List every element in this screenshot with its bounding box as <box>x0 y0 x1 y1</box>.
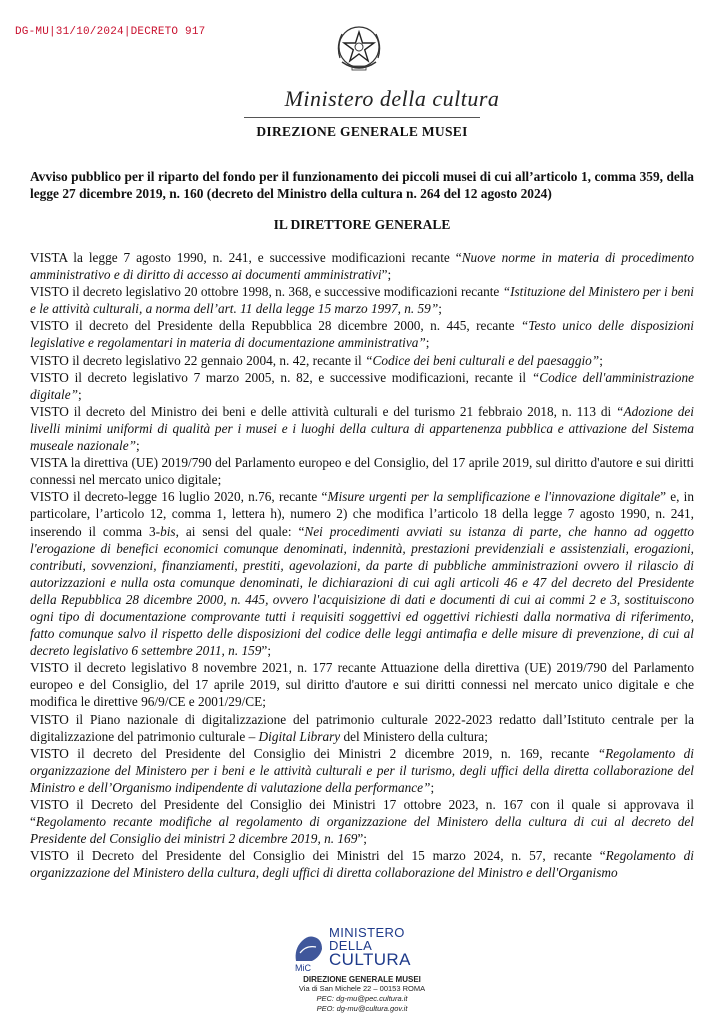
decree-paragraph <box>30 745 694 796</box>
italian-republic-emblem-icon <box>330 18 388 80</box>
header-divider <box>244 117 480 118</box>
decree-paragraph <box>30 488 694 659</box>
paragraph-text: ”; <box>381 267 392 283</box>
italic-citation: “Codice dell'amministrazione digitale” <box>30 369 694 402</box>
paragraph-text: ; <box>599 352 603 368</box>
italic-citation: Digital Library <box>258 728 341 744</box>
decree-paragraph <box>30 796 694 847</box>
paragraph-text: VISTO il decreto del Presidente della Repubblica 28 dicembre 2000, n. 445, recante <box>30 318 521 334</box>
decree-body <box>30 249 694 881</box>
paragraph-text: ; <box>78 386 82 402</box>
mic-logo-text: MiC <box>295 963 311 973</box>
italic-citation: Nei procedimenti avviati su istanza di parte, che hanno ad oggetto l'erogazione di benefici economici comunque denominati, indennità, prestazioni previdenziali e assistenziali, erogazioni, contributi, sovvenzioni, finanziamenti, prestiti, agevolazioni, da parte di pubbliche amministrazioni ovvero il rilascio di autorizzazioni e nulla osta comunque denominati, le dichiarazioni di cui agli articoli 46 e 47 del decreto del Presidente della Repubblica 28 dicembre 2000, n. 445, ovvero l'acquisizione di dati e documenti di cui ai commi 2 e 3, sostituiscono ogni tipo di documentazione comprovante tutti i requisiti soggettivi ed oggettivi richiesti dalla normativa di riferimento, fatto comunque salvo il rispetto delle disposizioni del codice delle leggi antimafia e delle misure di prevenzione, di cui al decreto legislativo 6 settembre 2011, n. 159 <box>30 523 694 659</box>
paragraph-text: ; <box>425 335 430 351</box>
paragraph-text: ” e, in particolare, l’articolo 12, comma 1, lettera h), numero 2) che modifica l’articolo 18 della legge 7 agosto 1990, n. 241, inserendo il comma 3- <box>30 489 694 539</box>
italic-citation: Nuove norme in materia di procedimento amministrativo e di diritto di accesso ai documenti amministrativi <box>30 250 694 283</box>
decree-paragraph <box>30 847 694 881</box>
footer-logo-name <box>329 926 411 968</box>
italic-citation: “Codice dei beni culturali e del paesaggio” <box>365 352 600 368</box>
paragraph-text: , ai sensi del quale: “ <box>175 523 305 539</box>
paragraph-text: VISTO il decreto legislativo 7 marzo 2005, n. 82, e successive modificazioni, recante il <box>30 369 532 385</box>
paragraph-text: del Ministero della cultura; <box>340 728 488 744</box>
decree-paragraph <box>30 454 694 488</box>
footer-logo <box>287 924 437 976</box>
italic-citation: “Testo unico delle disposizioni legislative e regolamentari in materia di documentazione amministrativa” <box>30 318 694 351</box>
italic-citation: Regolamento di organizzazione del Ministero della cultura, degli uffici di diretta collaborazione del Ministro e dell'Organismo <box>30 848 694 881</box>
footer-logo-line2: DELLA <box>329 938 373 953</box>
footer-peo: PEO: dg-mu@cultura.gov.it <box>316 1004 408 1013</box>
italic-citation: Regolamento recante modifiche al regolamento di organizzazione del Ministero della cultura di cui al decreto del Presidente del Consiglio dei ministri 2 dicembre 2019, n. 169 <box>30 814 694 847</box>
paragraph-text: ; <box>438 301 442 317</box>
decree-paragraph <box>30 711 694 745</box>
paragraph-text: VISTO il Piano nazionale di digitalizzazione del patrimonio culturale 2022-2023 redatto dall’Istituto centrale per la digitalizzazione del patrimonio culturale – <box>30 711 694 744</box>
footer-direzione: DIREZIONE GENERALE MUSEI <box>303 975 421 984</box>
decree-paragraph <box>30 317 694 351</box>
paragraph-text: ”; <box>261 643 272 659</box>
ministry-name: Ministero della cultura <box>284 86 500 111</box>
paragraph-text: VISTO il Decreto del Presidente del Consiglio dei Ministri 17 ottobre 2023, n. 167 con il quale si approvava il “ <box>30 797 694 830</box>
paragraph-text: VISTO il decreto del Presidente del Consiglio dei Ministri 2 dicembre 2019, n. 169, recante <box>30 745 598 761</box>
paragraph-text: VISTO il decreto del Ministro dei beni e delle attività culturali e del turismo 21 febbraio 2018, n. 113 di <box>30 403 617 419</box>
footer-logo-line1: MINISTERO <box>329 925 405 940</box>
italic-citation: “Regolamento di organizzazione del Ministero per i beni e le attività culturali e per il turismo, degli uffici della diretta collaborazione del Ministro e dell’Organismo indipendente di valutazione della performance” <box>30 745 694 795</box>
footer-logo-line3: CULTURA <box>329 950 411 969</box>
decree-paragraph <box>30 369 694 403</box>
footer <box>0 924 724 1014</box>
paragraph-text: VISTO il decreto legislativo 22 gennaio 2004, n. 42, recante il <box>30 352 366 368</box>
italic-citation: bis <box>160 523 176 539</box>
decree-title: IL DIRETTORE GENERALE <box>273 217 451 232</box>
notice-title: Avviso pubblico per il riparto del fondo per il funzionamento dei piccoli musei di cui all’articolo 1, comma 359, della legge 27 dicembre 2019, n. 160 (decreto del Ministro della cultura n. 264 del 12 agosto 2024) <box>30 169 694 201</box>
direzione-title: DIREZIONE GENERALE MUSEI <box>256 124 468 139</box>
paragraph-text: VISTO il decreto legislativo 8 novembre 2021, n. 177 recante Attuazione della direttiva (UE) 2019/790 del Parlamento europeo e del Consiglio, del 17 aprile 2019, sul diritto d'autore e sui diritti connessi nel mercato unico digitale e che modifica le direttive 96/9/CE e 2001/29/CE; <box>30 660 694 710</box>
decree-paragraph <box>30 659 694 710</box>
paragraph-text: VISTO il Decreto del Presidente del Consiglio dei Ministri del 15 marzo 2024, n. 57, recante “ <box>30 848 606 864</box>
paragraph-text: ; <box>430 779 435 795</box>
footer-pec: PEC: dg-mu@pec.cultura.it <box>316 994 408 1003</box>
paragraph-text: VISTO il decreto-legge 16 luglio 2020, n.76, recante “ <box>30 489 328 505</box>
italic-citation: “Istituzione del Ministero per i beni e le attività culturali, a norma dell’art. 11 della legge 15 marzo 1997, n. 59” <box>30 284 694 317</box>
italic-citation: “Adozione dei livelli minimi uniformi di qualità per i musei e i luoghi della cultura di appartenenza pubblica e attivazione del Sistema museale nazionale” <box>30 403 694 454</box>
footer-address: Via di San Michele 22 – 00153 ROMA <box>298 984 426 993</box>
paragraph-text: VISTO il decreto legislativo 20 ottobre 1998, n. 368, e successive modificazioni recante <box>30 284 503 300</box>
paragraph-text: VISTA la legge 7 agosto 1990, n. 241, e successive modificazioni recante “ <box>30 250 462 265</box>
paragraph-text: ”; <box>357 831 367 847</box>
decree-paragraph <box>30 283 694 317</box>
decree-paragraph <box>30 249 694 283</box>
decree-paragraph <box>30 403 694 454</box>
italic-citation: Misure urgenti per la semplificazione e l'innovazione digitale <box>327 489 661 505</box>
mic-logo-icon <box>292 927 326 973</box>
protocol-stamp: DG-MU|31/10/2024|DECRETO 917 <box>15 26 206 38</box>
paragraph-text: VISTA la direttiva (UE) 2019/790 del Parlamento europeo e del Consiglio, del 17 aprile 2019, sul diritto d'autore e sui diritti connessi nel mercato unico digitale; <box>30 455 694 488</box>
decree-paragraph <box>30 352 694 369</box>
paragraph-text: ; <box>136 438 140 454</box>
